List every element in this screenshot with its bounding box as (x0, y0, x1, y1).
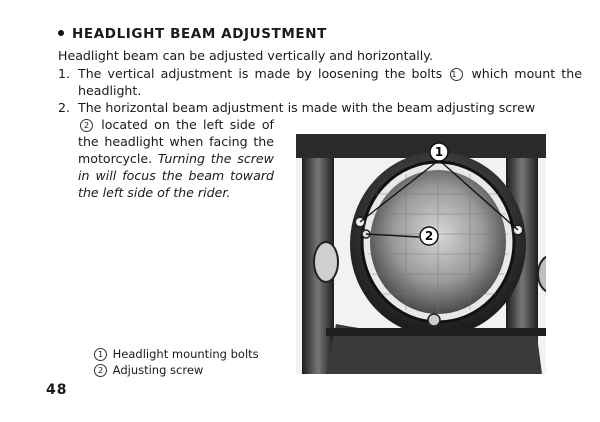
callout-marker: 1 (450, 68, 463, 81)
section-heading-text: HEADLIGHT BEAM ADJUSTMENT (72, 26, 327, 42)
step-text-part: which mount the headlight. (78, 66, 582, 98)
left-turn-signal (314, 242, 338, 282)
step-text-part: located on the left side of the headlight when facing the motorcycle. (78, 117, 274, 166)
legend-label: Adjusting screw (112, 363, 204, 377)
step-text-part: The vertical adjustment is made by loosening the bolts (78, 66, 443, 81)
step-text-emphasis: Turning the screw in will focus the beam toward the left side of the rider. (78, 151, 274, 200)
intro-paragraph: Headlight beam can be adjusted vertically and horizontally. (58, 48, 433, 63)
section-heading (58, 26, 327, 42)
step-number: 1. (58, 66, 71, 81)
step-text-first-line: The horizontal beam adjustment is made with the beam adjusting screw (78, 100, 536, 115)
legend-label: Headlight mounting bolts (112, 347, 259, 361)
figure-legend (92, 346, 259, 378)
legend-marker: 1 (94, 348, 107, 361)
callout-marker: 2 (80, 119, 93, 132)
step-text-wrapped (78, 116, 274, 201)
step-number: 2. (58, 100, 71, 115)
legend-item (92, 362, 259, 378)
legend-item (92, 346, 259, 362)
bullet-icon (58, 30, 64, 36)
page-number: 48 (46, 382, 68, 398)
callout-1-label: 1 (434, 145, 444, 159)
callout-2-label: 2 (424, 229, 434, 243)
headlight-photo (296, 134, 546, 374)
legend-marker: 2 (94, 364, 107, 377)
step-1 (58, 65, 582, 99)
step-text (78, 65, 582, 99)
